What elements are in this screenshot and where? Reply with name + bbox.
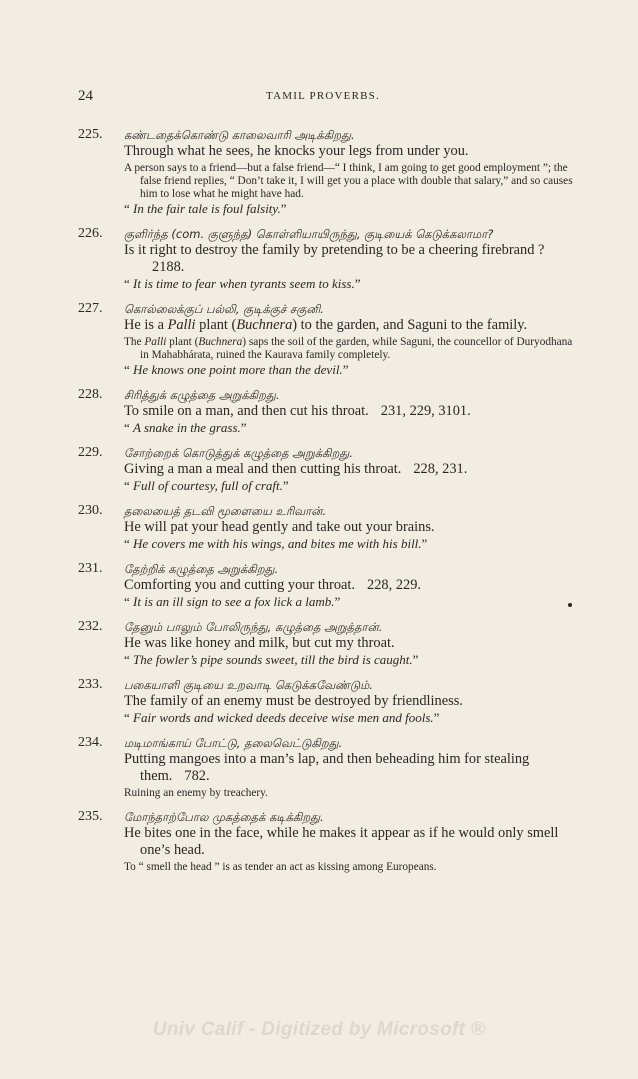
cross-references: 228, 229. bbox=[367, 577, 421, 593]
proverb-number: 227. bbox=[78, 301, 103, 316]
explanatory-note: The Palli plant (Buchnera) saps the soil of the garden, while Saguni, the councellor of Duryodhana in Mahabhárata, ruined the Kaurava family completely. bbox=[124, 336, 573, 361]
cross-references: 2188. bbox=[152, 259, 185, 275]
proverb-number: 235. bbox=[78, 809, 103, 824]
english-translation: Through what he sees, he knocks your legs from under you. bbox=[124, 143, 469, 159]
parallel-proverb: “ Full of courtesy, full of craft.” bbox=[124, 478, 289, 493]
english-translation: He will pat your head gently and take out your brains. bbox=[124, 519, 435, 535]
tamil-proverb: பகையாளி குடியை உறவாடி கெடுக்கவேண்டும். bbox=[124, 678, 374, 692]
tamil-proverb: கண்டதைக்கொண்டு காலைவாரி அடிக்கிறது. bbox=[124, 128, 355, 142]
explanatory-note: Ruining an enemy by treachery. bbox=[124, 787, 268, 799]
tamil-proverb: குளிர்ந்த (com. குளுந்த) கொள்ளியாயிருந்து, குடியைக் கெடுக்கலாமா? bbox=[124, 227, 494, 241]
tamil-proverb: மடிமாங்காய் போட்டு, தலைவெட்டுகிறது. bbox=[124, 736, 343, 750]
proverb-entry bbox=[78, 226, 574, 292]
parallel-proverb: “ In the fair tale is foul falsity.” bbox=[124, 201, 287, 216]
proverb-entry bbox=[78, 127, 574, 217]
explanatory-note: To “ smell the head ” is as tender an act as kissing among Europeans. bbox=[124, 861, 437, 873]
parallel-proverb: “ The fowler’s pipe sounds sweet, till the bird is caught.” bbox=[124, 652, 419, 667]
page-number: 24 bbox=[78, 88, 93, 104]
parallel-proverb: “ Fair words and wicked deeds deceive wise men and fools.” bbox=[124, 710, 440, 725]
proverb-number: 230. bbox=[78, 503, 103, 518]
parallel-proverb: “ A snake in the grass.” bbox=[124, 420, 247, 435]
english-translation: To smile on a man, and then cut his throat. 231, 229, 3101. bbox=[124, 403, 471, 419]
proverb-number: 226. bbox=[78, 226, 103, 241]
proverb-number: 231. bbox=[78, 561, 103, 576]
english-translation: He bites one in the face, while he makes it appear as if he would only smell one’s head. bbox=[124, 825, 559, 858]
proverb-entry bbox=[78, 301, 574, 378]
proverb-number: 229. bbox=[78, 445, 103, 460]
tamil-proverb: தேற்றிக் கழுத்தை அறுக்கிறது. bbox=[124, 562, 279, 576]
proverb-entry bbox=[78, 387, 574, 436]
proverb-list bbox=[78, 127, 574, 883]
parallel-proverb: “ He covers me with his wings, and bites me with his bill.” bbox=[124, 536, 428, 551]
proverb-entry bbox=[78, 677, 574, 726]
proverb-entry bbox=[78, 619, 574, 668]
cross-references: 782. bbox=[184, 768, 210, 784]
ink-speck bbox=[568, 603, 572, 607]
tamil-proverb: தேனும் பாலும் போலிருந்து, கழுத்தை அறுத்தான். bbox=[124, 620, 383, 634]
proverb-entry bbox=[78, 503, 574, 552]
tamil-proverb: சோற்றைக் கொடுத்துக் கழுத்தை அறுக்கிறது. bbox=[124, 446, 353, 460]
tamil-proverb: தலையைத் தடவி மூளையை உரிவான். bbox=[124, 504, 327, 518]
proverb-number: 234. bbox=[78, 735, 103, 750]
proverb-number: 228. bbox=[78, 387, 103, 402]
parallel-proverb: “ He knows one point more than the devil.” bbox=[124, 362, 349, 377]
proverb-entry bbox=[78, 809, 574, 874]
proverb-entry bbox=[78, 735, 574, 800]
english-translation: He is a Palli plant (Buchnera) to the garden, and Saguni to the family. bbox=[124, 317, 528, 333]
parallel-proverb: “ It is time to fear when tyrants seem to kiss.” bbox=[124, 276, 361, 291]
proverb-number: 232. bbox=[78, 619, 103, 634]
running-title: TAMIL PROVERBS. bbox=[266, 90, 380, 102]
proverb-number: 233. bbox=[78, 677, 103, 692]
english-translation: Putting mangoes into a man’s lap, and then beheading him for stealing them. 782. bbox=[124, 751, 530, 784]
english-translation: Is it right to destroy the family by pretending to be a cheering firebrand ?2188. bbox=[124, 242, 545, 275]
english-translation: Comforting you and cutting your throat. 228, 229. bbox=[124, 577, 421, 593]
cross-references: 228, 231. bbox=[413, 461, 468, 477]
english-translation: Giving a man a meal and then cutting his throat. 228, 231. bbox=[124, 461, 468, 477]
english-translation: The family of an enemy must be destroyed by friendliness. bbox=[124, 693, 463, 709]
page-header bbox=[78, 88, 568, 108]
proverb-number: 225. bbox=[78, 127, 103, 142]
tamil-proverb: சிரித்துக் கழுத்தை அறுக்கிறது. bbox=[124, 388, 280, 402]
english-translation: He was like honey and milk, but cut my throat. bbox=[124, 635, 395, 651]
tamil-proverb: கொல்லைக்குப் பல்லி, குடிக்குச் சகுனி. bbox=[124, 302, 324, 316]
proverb-entry bbox=[78, 561, 574, 610]
parallel-proverb: “ It is an ill sign to see a fox lick a lamb.” bbox=[124, 594, 341, 609]
proverb-entry bbox=[78, 445, 574, 494]
tamil-proverb: மோந்தாற்போல முகத்தைக் கடிக்கிறது. bbox=[124, 810, 324, 824]
digitization-watermark: Univ Calif - Digitized by Microsoft ® bbox=[152, 1019, 486, 1040]
explanatory-note: A person says to a friend—but a false friend—“ I think, I am going to get good employment ”; the false friend replies, “ Don’t take it, I will get you a place with double that salary,” and so causes him to lose what he might have had. bbox=[124, 162, 573, 200]
cross-references: 231, 229, 3101. bbox=[380, 403, 471, 419]
